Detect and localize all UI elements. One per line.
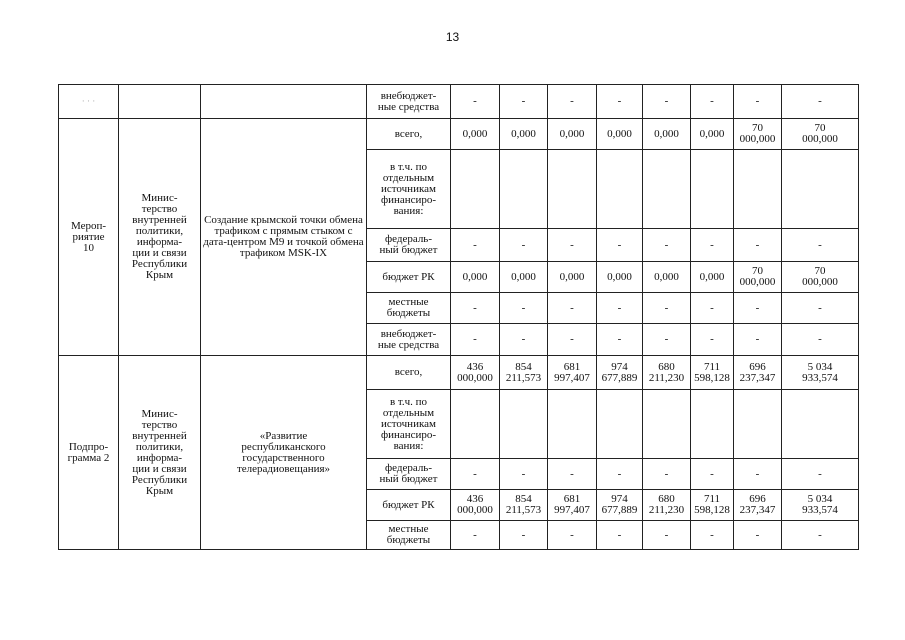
source-label: федераль- ный бюджет (367, 459, 451, 490)
value-cell: 680 211,230 (643, 356, 691, 390)
value-cell: 696 237,347 (734, 490, 782, 521)
value-cell: - (643, 324, 691, 356)
table-row (59, 119, 859, 150)
value-cell: - (597, 324, 643, 356)
value-cell: - (643, 293, 691, 324)
value-cell: - (734, 521, 782, 550)
value-cell: 711 598,128 (691, 356, 734, 390)
table-row (59, 85, 859, 119)
value-cell: 0,000 (691, 262, 734, 293)
value-cell: - (691, 85, 734, 119)
value-cell: - (643, 521, 691, 550)
value-cell: 0,000 (451, 119, 500, 150)
value-cell: 70 000,000 (734, 262, 782, 293)
value-cell: 974 677,889 (597, 490, 643, 521)
value-cell: 696 237,347 (734, 356, 782, 390)
value-cell: - (734, 85, 782, 119)
value-cell: - (500, 521, 548, 550)
value-cell: - (451, 293, 500, 324)
value-cell (597, 390, 643, 459)
source-label: федераль- ный бюджет (367, 229, 451, 262)
source-label: в т.ч. по отдельным источникам финансиро- вания: (367, 390, 451, 459)
source-label: внебюджет- ные средства (367, 324, 451, 356)
value-cell: - (734, 459, 782, 490)
value-cell: 0,000 (643, 262, 691, 293)
value-cell: - (548, 324, 597, 356)
value-cell (643, 390, 691, 459)
value-cell: 0,000 (548, 119, 597, 150)
value-cell: - (691, 459, 734, 490)
value-cell: - (548, 459, 597, 490)
value-cell (782, 390, 859, 459)
value-cell: 974 677,889 (597, 356, 643, 390)
value-cell: 0,000 (548, 262, 597, 293)
source-label: бюджет РК (367, 262, 451, 293)
value-cell (548, 390, 597, 459)
value-cell: 0,000 (451, 262, 500, 293)
value-cell: - (643, 85, 691, 119)
measure10-executor: Минис- терство внутренней политики, информа- ции и связи Республики Крым (119, 119, 201, 356)
value-cell: - (734, 229, 782, 262)
value-cell: - (782, 229, 859, 262)
subprogram2-title: «Развитие республиканского государственного телерадиовещания» (201, 356, 367, 550)
source-label: в т.ч. по отдельным источникам финансиро- вания: (367, 150, 451, 229)
value-cell (597, 150, 643, 229)
source-label: всего, (367, 356, 451, 390)
value-cell: 0,000 (500, 262, 548, 293)
value-cell: 0,000 (597, 262, 643, 293)
value-cell: 854 211,573 (500, 356, 548, 390)
value-cell: - (597, 521, 643, 550)
value-cell: - (691, 293, 734, 324)
value-cell (643, 150, 691, 229)
value-cell: - (597, 229, 643, 262)
value-cell: 0,000 (500, 119, 548, 150)
subprogram2-executor: Минис- терство внутренней политики, информа- ции и связи Республики Крым (119, 356, 201, 550)
value-cell (691, 390, 734, 459)
value-cell: 0,000 (597, 119, 643, 150)
source-label: местные бюджеты (367, 521, 451, 550)
subprogram2-name: Подпро- грамма 2 (59, 356, 119, 550)
value-cell: - (782, 459, 859, 490)
value-cell (734, 390, 782, 459)
page-number: 13 (445, 30, 460, 44)
value-cell: - (691, 229, 734, 262)
table-row (59, 356, 859, 390)
measure10-name: Мероп- риятие 10 (59, 119, 119, 356)
value-cell: - (734, 324, 782, 356)
value-cell: - (500, 293, 548, 324)
value-cell: 680 211,230 (643, 490, 691, 521)
value-cell: 5 034 933,574 (782, 356, 859, 390)
value-cell: - (643, 229, 691, 262)
value-cell (782, 150, 859, 229)
value-cell: - (500, 85, 548, 119)
value-cell: - (500, 324, 548, 356)
value-cell (691, 150, 734, 229)
value-cell: 436 000,000 (451, 490, 500, 521)
value-cell: - (500, 459, 548, 490)
fragment-executor-cell (119, 85, 201, 119)
value-cell: - (782, 293, 859, 324)
value-cell: - (734, 293, 782, 324)
value-cell: - (782, 85, 859, 119)
value-cell: - (548, 85, 597, 119)
value-cell: - (451, 229, 500, 262)
value-cell: - (548, 521, 597, 550)
value-cell (734, 150, 782, 229)
value-cell: 70 000,000 (782, 262, 859, 293)
fragment-title-cell (201, 85, 367, 119)
value-cell: - (451, 459, 500, 490)
value-cell: - (451, 324, 500, 356)
value-cell (500, 390, 548, 459)
value-cell: 854 211,573 (500, 490, 548, 521)
value-cell (451, 150, 500, 229)
value-cell: - (451, 85, 500, 119)
source-label: местные бюджеты (367, 293, 451, 324)
value-cell: - (691, 521, 734, 550)
value-cell: - (782, 324, 859, 356)
value-cell: - (782, 521, 859, 550)
value-cell: 681 997,407 (548, 490, 597, 521)
value-cell: - (548, 229, 597, 262)
fragment-name-cell (59, 85, 119, 119)
value-cell: 0,000 (691, 119, 734, 150)
value-cell: - (691, 324, 734, 356)
value-cell: - (643, 459, 691, 490)
scribble-mark: · · · (81, 96, 96, 106)
value-cell: - (597, 293, 643, 324)
value-cell: 70 000,000 (734, 119, 782, 150)
value-cell: 711 598,128 (691, 490, 734, 521)
source-label: всего, (367, 119, 451, 150)
value-cell: 681 997,407 (548, 356, 597, 390)
value-cell: - (451, 521, 500, 550)
value-cell: - (548, 293, 597, 324)
budget-table (58, 84, 859, 550)
value-cell (500, 150, 548, 229)
value-cell: 5 034 933,574 (782, 490, 859, 521)
value-cell: 436 000,000 (451, 356, 500, 390)
value-cell (451, 390, 500, 459)
value-cell: - (500, 229, 548, 262)
value-cell: 0,000 (643, 119, 691, 150)
value-cell: 70 000,000 (782, 119, 859, 150)
source-label: внебюджет- ные средства (367, 85, 451, 119)
source-label: бюджет РК (367, 490, 451, 521)
value-cell: - (597, 85, 643, 119)
measure10-title: Создание крымской точки обмена трафиком с прямым стыком с дата-центром М9 и точкой обмена трафиком MSK-IX (201, 119, 367, 356)
value-cell (548, 150, 597, 229)
value-cell: - (597, 459, 643, 490)
